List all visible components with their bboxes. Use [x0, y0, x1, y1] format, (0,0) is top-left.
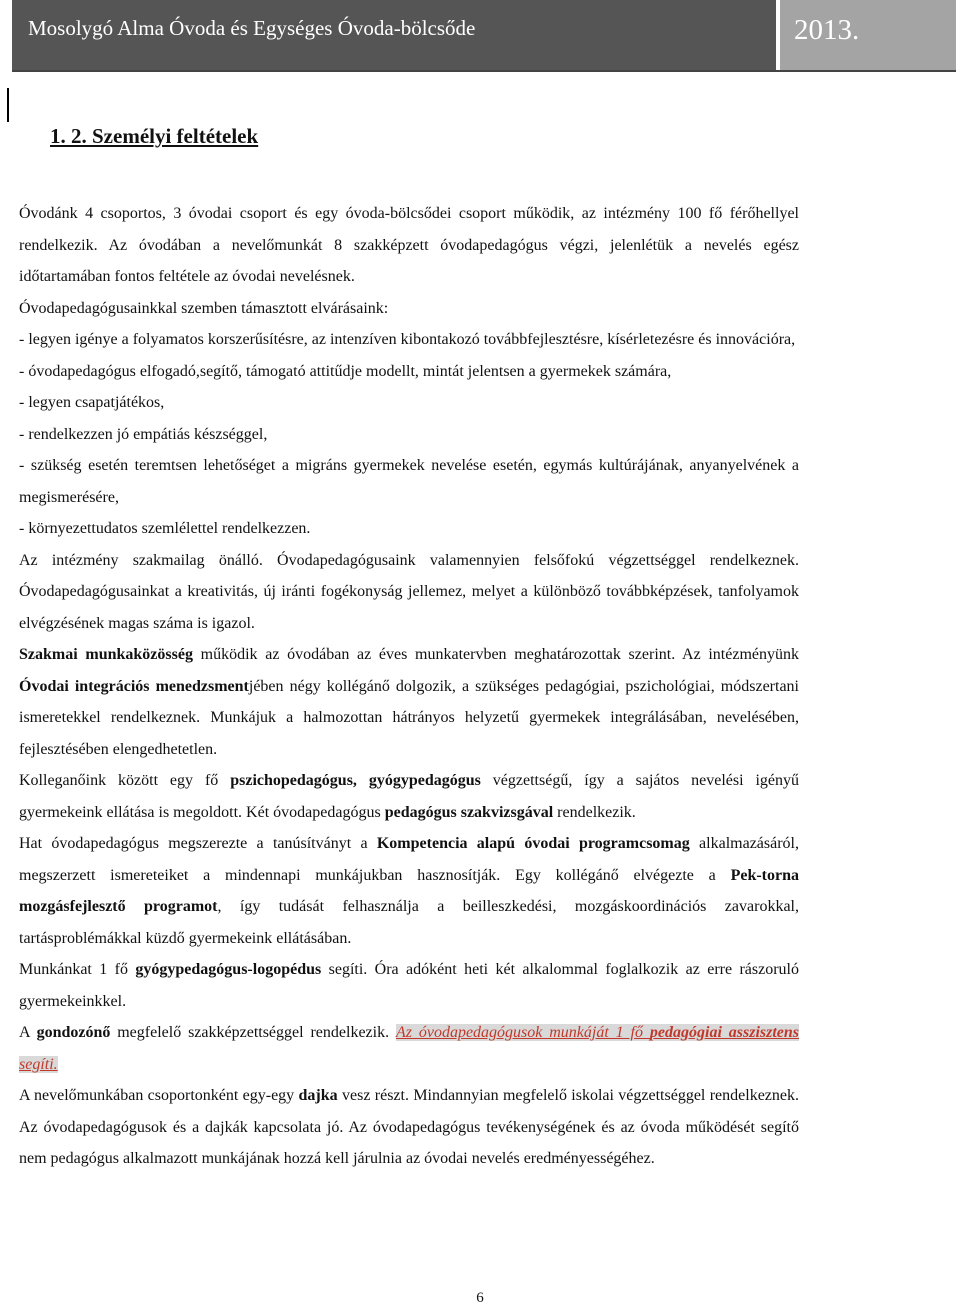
- page-header: [12, 0, 956, 70]
- certificate-paragraph: Hat óvodapedagógus megszerezte a tanúsítványt a Kompetencia alapú óvodai programcsomag alkalmazásáról, megszerzett ismereteiket a mindennapi munkájukban hasznosítják. Egy kollégánő elvégezte a Pek-torna mozgásfejlesztő programot, így tudását felhasználja a beilleszkedési, mozgáskoordinációs zavarokkal, tartásproblémákkal küzdő gyermekeink ellátásában.: [19, 835, 800, 947]
- expectation-item: - legyen igénye a folyamatos korszerűsítésre, az intenzíven kibontakozó továbbfejlesztésre, kísérletezésre és innovációra,: [19, 331, 796, 348]
- colleagues-paragraph: Kolleganőink között egy fő pszichopedagógus, gyógypedagógus végzettségű, így a sajátos nevelési igényű gyermekeink ellátása is megoldott. Két óvodapedagógus pedagógus szakvizsgával rendelkezik.: [19, 772, 800, 821]
- expectation-item: - szükség esetén teremtsen lehetőséget a migráns gyermekek nevelése esetén, egymás kultúrájának, anyanyelvének a megismerésére,: [19, 457, 799, 506]
- tracked-change-highlight: Az óvodapedagógusok munkáját 1 fő pedagógiai asszisztens segíti.: [19, 1024, 800, 1073]
- document-body: [19, 198, 799, 1175]
- expectation-item: - óvodapedagógus elfogadó,segítő, támogató attitűdje modellt, mintát jelentsen a gyermekek számára,: [19, 362, 672, 380]
- section-heading: 1. 2. Személyi feltételek: [50, 124, 259, 148]
- integration-bold: Óvodai integrációs menedzsment: [19, 677, 249, 695]
- intro-paragraph: Óvodánk 4 csoportos, 3 óvodai csoport és egy óvoda-bölcsődei csoport működik, az intézmény 100 fő férőhellyel rendelkezik. Az óvodában a nevelőmunkát 8 szakképzett óvodapedagógus végzi, jelenlétük a nevelés egész időtartamában fontos feltétele az óvodai nevelésnek.: [19, 205, 799, 285]
- header-year: 2013.: [780, 0, 956, 70]
- nurse-paragraph: A gondozónő megfelelő szakképzettséggel rendelkezik. Az óvodapedagógusok munkáját 1 fő pedagógiai asszisztens segíti.: [19, 1024, 800, 1073]
- speech-therapist-paragraph: Munkánkat 1 fő gyógypedagógus-logopédus segíti. Óra adóként heti két alkalommal foglalkozik az erre rászoruló gyermekeinkkel.: [19, 961, 800, 1010]
- expectation-item: - legyen csapatjátékos,: [19, 394, 165, 411]
- workgroup-bold: Szakmai munkaközösség: [19, 646, 193, 663]
- workgroup-paragraph: Szakmai munkaközösség működik az óvodában az éves munkatervben meghatározottak szerint. Az intézményünk Óvodai integrációs menedzsmentjében négy kollégánő dolgozik, a szükséges pedagógiai, pszichológiai, módszertani ismeretekkel rendelkeznek. Munkájuk a halmozottan hátrányos helyzetű gyermekek integrálásában, nevelésében, fejlesztésében elengedhetetlen.: [19, 646, 800, 758]
- page-number: 6: [476, 1290, 484, 1306]
- expectation-item: - rendelkezzen jó empátiás készséggel,: [19, 425, 268, 443]
- expectation-item: - környezettudatos szemlélettel rendelkezzen.: [19, 520, 311, 537]
- text-cursor: [7, 88, 9, 122]
- header-rule: [12, 70, 956, 72]
- assistant-staff-paragraph: A nevelőmunkában csoportonként egy-egy dajka vesz részt. Mindannyian megfelelő iskolai végzettséggel rendelkeznek. Az óvodapedagógusok és a dajkák kapcsolata jó. Az óvodapedagógus tevékenységének és az óvoda működését segítő nem pedagógus alkalmazott munkájának hozzá kell járulnia az óvodai nevelés eredményességéhez.: [19, 1087, 799, 1167]
- independence-paragraph: Az intézmény szakmailag önálló. Óvodapedagógusaink valamennyien felsőfokú végzettséggel rendelkeznek. Óvodapedagógusainkat a kreativitás, új iránti fogékonyság jellemez, melyet a különböző továbbképzések, tanfolyamok elvégzésének magas száma is igazol.: [19, 551, 799, 632]
- header-title: Mosolygó Alma Óvoda és Egységes Óvoda-bölcsőde: [12, 0, 776, 70]
- expectations-intro: Óvodapedagógusainkkal szemben támasztott elvárásaink:: [19, 299, 389, 317]
